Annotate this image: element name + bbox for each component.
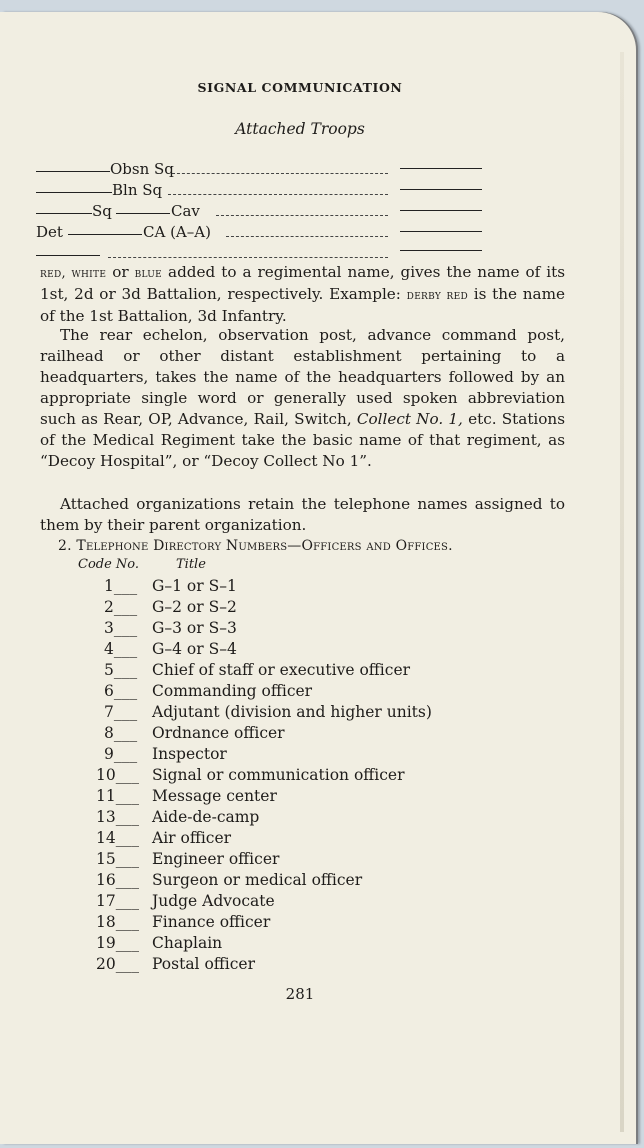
directory-row bbox=[96, 850, 279, 871]
subheading: Attached Troops bbox=[235, 120, 365, 138]
directory-row bbox=[96, 787, 277, 808]
directory-row bbox=[104, 682, 312, 703]
code-number: 14___ bbox=[96, 829, 139, 847]
office-title: Signal or communication officer bbox=[152, 766, 405, 784]
page-number: 281 bbox=[285, 985, 315, 1003]
code-number: 5___ bbox=[104, 661, 138, 679]
directory-row bbox=[96, 955, 255, 976]
column-header-code: Code No. bbox=[78, 557, 140, 572]
code-number: 2___ bbox=[104, 598, 138, 616]
office-title: Judge Advocate bbox=[152, 892, 275, 910]
office-title: Postal officer bbox=[152, 955, 256, 973]
office-title: Engineer officer bbox=[152, 850, 280, 868]
code-number: 17___ bbox=[96, 892, 139, 910]
office-title: G–3 or S–3 bbox=[152, 619, 237, 637]
paragraph-rear-echelon: The rear echelon, observation post, advance command post, railhead or other distant establishment pertaining to a headquarters, takes the name of the headquarters followed by an appropriate single word or generally used spoken abbreviation such as Rear, OP, Advance, Rail, Switch, Collect No. 1, etc. Stations of the Medical Regiment take the basic name of that regiment, as “Decoy Hospital”, or “Decoy Collect No 1”. bbox=[40, 326, 566, 470]
form-line-blank bbox=[36, 244, 596, 264]
directory-row bbox=[104, 661, 410, 682]
directory-row bbox=[96, 871, 362, 892]
code-number: 10___ bbox=[96, 766, 139, 784]
code-number: 19___ bbox=[96, 934, 139, 952]
form-line-bln-sq: Bln Sq bbox=[36, 181, 596, 201]
office-title: Aide-de-camp bbox=[152, 808, 260, 826]
directory-row bbox=[104, 724, 285, 745]
code-number: 8___ bbox=[104, 724, 138, 742]
office-title: Ordnance officer bbox=[152, 724, 285, 742]
code-number: 4___ bbox=[104, 640, 138, 658]
directory-row bbox=[96, 913, 270, 934]
directory-row bbox=[96, 808, 259, 829]
directory-row bbox=[96, 829, 231, 850]
office-title: G–2 or S–2 bbox=[152, 598, 237, 616]
code-number: 18___ bbox=[96, 913, 139, 931]
running-header: SIGNAL COMMUNICATION bbox=[197, 80, 403, 95]
office-title: Finance officer bbox=[152, 913, 271, 931]
office-title: Adjutant (division and higher units) bbox=[152, 703, 432, 721]
code-number: 7___ bbox=[104, 703, 138, 721]
directory-row bbox=[96, 766, 405, 787]
section-2-title: 2. Telephone Directory Numbers—Officers and Offices. bbox=[58, 538, 453, 554]
code-number: 11___ bbox=[96, 787, 139, 805]
column-header-title: Title bbox=[176, 557, 206, 572]
office-title: Surgeon or medical officer bbox=[152, 871, 363, 889]
code-number: 6___ bbox=[104, 682, 138, 700]
directory-row bbox=[96, 934, 222, 955]
office-title: G–4 or S–4 bbox=[152, 640, 237, 658]
directory-row bbox=[104, 577, 237, 598]
code-number: 16___ bbox=[96, 871, 139, 889]
code-number: 20___ bbox=[96, 955, 139, 973]
directory-row bbox=[104, 598, 237, 619]
office-title: Air officer bbox=[152, 829, 232, 847]
code-number: 15___ bbox=[96, 850, 139, 868]
form-line-det-ca: Det CA (A–A) bbox=[36, 223, 596, 243]
code-number: 13___ bbox=[96, 808, 139, 826]
directory-row bbox=[96, 892, 275, 913]
code-number: 1___ bbox=[104, 577, 138, 595]
paragraph-battalion-names: red, white or blue added to a regimental name, gives the name of its 1st, 2d or 3d Battalion, respectively. Example: derby red is the name of the 1st Battalion, 3d Infantry. bbox=[40, 263, 566, 325]
form-line-sq-cav: Sq Cav bbox=[36, 202, 596, 222]
office-title: Message center bbox=[152, 787, 277, 805]
form-line-obsn-sq: Obsn Sq bbox=[36, 160, 596, 180]
code-number: 9___ bbox=[104, 745, 138, 763]
code-number: 3___ bbox=[104, 619, 138, 637]
page-edge bbox=[620, 52, 624, 1132]
paragraph-attached-orgs: Attached organizations retain the telephone names assigned to them by their parent organization. bbox=[40, 495, 565, 534]
directory-row bbox=[104, 619, 237, 640]
office-title: G–1 or S–1 bbox=[152, 577, 237, 595]
office-title: Inspector bbox=[152, 745, 227, 763]
office-title: Chief of staff or executive officer bbox=[152, 661, 411, 679]
office-title: Commanding officer bbox=[152, 682, 313, 700]
directory-row bbox=[104, 703, 432, 724]
office-title: Chaplain bbox=[152, 934, 223, 952]
directory-row bbox=[104, 640, 237, 661]
directory-row bbox=[104, 745, 227, 766]
